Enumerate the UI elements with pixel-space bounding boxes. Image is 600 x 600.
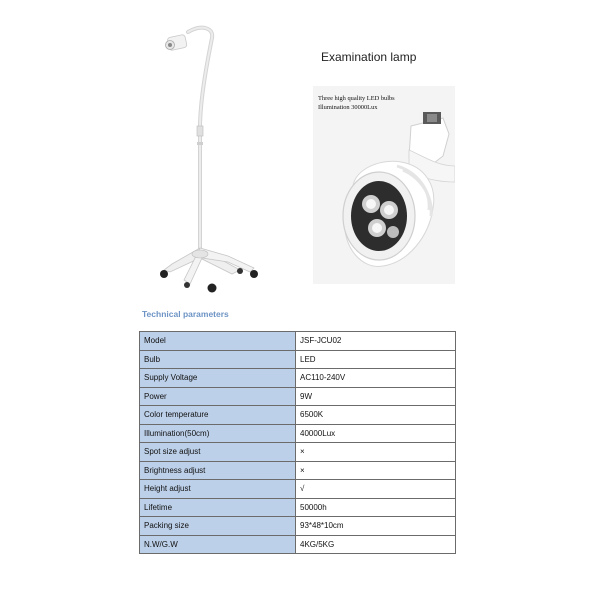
param-label: Height adjust: [140, 480, 296, 499]
table-row: [140, 517, 456, 536]
param-value: 40000Lux: [296, 424, 456, 443]
param-value: 50000h: [296, 498, 456, 517]
param-value: 93*48*10cm: [296, 517, 456, 536]
lamp-head-icon: [166, 34, 188, 50]
param-label: Spot size adjust: [140, 443, 296, 462]
table-row: [140, 535, 456, 554]
param-value: 4KG/5KG: [296, 535, 456, 554]
table-row: [140, 443, 456, 462]
param-label: Model: [140, 332, 296, 351]
param-label: N.W/G.W: [140, 535, 296, 554]
page-title: Examination lamp: [321, 50, 417, 64]
param-value: ×: [296, 461, 456, 480]
wheel-base-icon: [160, 248, 258, 293]
param-label: Power: [140, 387, 296, 406]
param-value: LED: [296, 350, 456, 369]
table-row: [140, 350, 456, 369]
lamp-closeup-image: [313, 86, 455, 284]
table-row: [140, 369, 456, 388]
table-row: [140, 406, 456, 425]
param-label: Brightness adjust: [140, 461, 296, 480]
param-value: 9W: [296, 387, 456, 406]
param-value: ×: [296, 443, 456, 462]
section-heading: Technical parameters: [142, 309, 229, 319]
param-label: Bulb: [140, 350, 296, 369]
led-head-icon: [313, 86, 455, 284]
table-row: [140, 461, 456, 480]
closeup-caption: [318, 94, 395, 112]
table-row: [140, 387, 456, 406]
param-value: AC110-240V: [296, 369, 456, 388]
table-row: [140, 480, 456, 499]
param-value: 6500K: [296, 406, 456, 425]
lamp-stand-image: [140, 18, 280, 298]
technical-parameters-table: [139, 331, 456, 554]
table-row: [140, 424, 456, 443]
param-label: Illumination(50cm): [140, 424, 296, 443]
table-row: [140, 498, 456, 517]
param-label: Lifetime: [140, 498, 296, 517]
table-row: [140, 332, 456, 351]
caption-line: Three high quality LED bulbs: [318, 95, 395, 102]
param-value: √: [296, 480, 456, 499]
param-label: Packing size: [140, 517, 296, 536]
param-label: Color temperature: [140, 406, 296, 425]
param-value: JSF-JCU02: [296, 332, 456, 351]
caption-line: Illumination 30000Lux: [318, 104, 378, 111]
param-label: Supply Voltage: [140, 369, 296, 388]
